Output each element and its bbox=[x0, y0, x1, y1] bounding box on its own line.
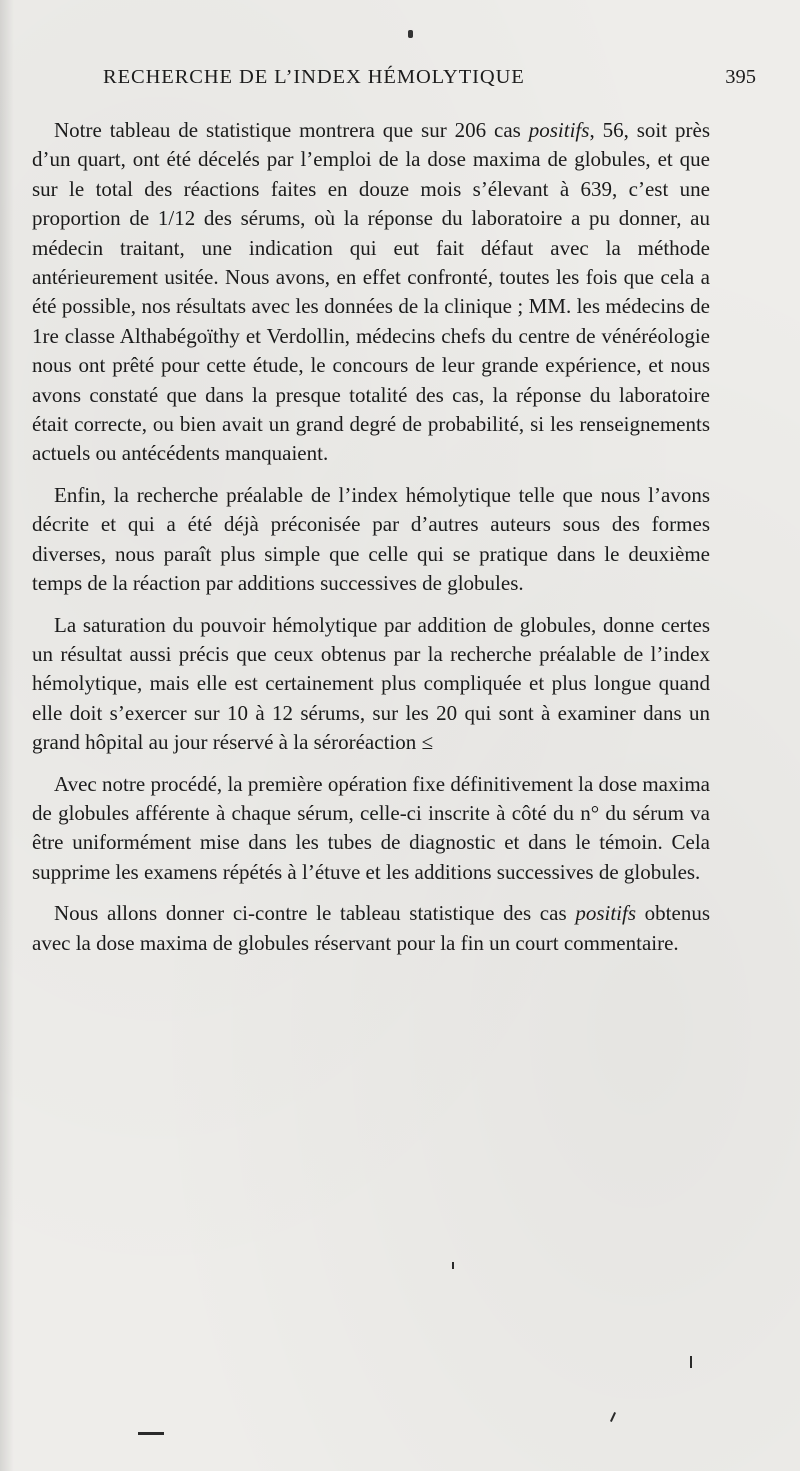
page-header bbox=[100, 66, 760, 96]
paragraph-2 bbox=[32, 481, 710, 599]
paragraph-1-text-a: Notre tableau de statistique montrera que sur 206 cas bbox=[54, 118, 529, 142]
page-gutter-shadow bbox=[0, 0, 14, 1471]
paragraph-5 bbox=[32, 899, 710, 958]
paragraph-1-italic-term: positifs bbox=[528, 118, 590, 142]
page-number: 395 bbox=[725, 66, 756, 88]
running-title: RECHERCHE DE L’INDEX HÉMOLYTIQUE bbox=[103, 66, 525, 88]
paragraph-3-text: La saturation du pouvoir hémolytique par addition de globules, donne certes un résultat aussi précis que ceux obtenus par la recherche préalable de l’index hémolytique, mais elle est certainement plus compliquée et plus longue quand elle doit s’exercer sur 10 à 12 sérums, sur les 20 qui sont à examiner dans un grand hôpital au jour réservé à la séroréaction ≤ bbox=[32, 612, 710, 755]
paragraph-5-text-b: obtenus avec la dose maxima de globules réservant pour la fin un court commentaire. bbox=[32, 901, 711, 955]
ink-speck bbox=[138, 1432, 164, 1435]
paragraph-4 bbox=[32, 770, 710, 888]
paragraph-2-text: Enfin, la recherche préalable de l’index hémolytique telle que nous l’avons décrite et qui a été déjà préconisée par d’autres auteurs sous des formes diverses, nous paraît plus simple que celle qui se pratique dans le deuxième temps de la réaction par additions successives de globules. bbox=[32, 482, 710, 596]
paragraph-4-text: Avec notre procédé, la première opération fixe définitivement la dose maxima de globules afférente à chaque sérum, celle-ci inscrite à côté du n° du sérum va être uniformément mise dans les tubes de diagnostic et dans le témoin. Cela supprime les examens répétés à l’étuve et les additions successives de globules. bbox=[32, 771, 710, 884]
paragraph-3 bbox=[32, 611, 710, 758]
ink-speck bbox=[610, 1412, 616, 1422]
ink-speck bbox=[452, 1262, 454, 1269]
body-text bbox=[32, 116, 710, 970]
paragraph-1 bbox=[32, 116, 710, 469]
paragraph-5-italic-term: positifs bbox=[575, 901, 636, 926]
paragraph-5-text-a: Nous allons donner ci-contre le tableau statistique des cas bbox=[54, 901, 576, 926]
paragraph-1-text-b: , 56, soit près d’un quart, ont été décelés par l’emploi de la dose maxima de globules, et que sur le total des réactions faites en douze mois s’élevant à 639, c’est une proportion de 1/12 des sérums, où la réponse du laboratoire a pu donner, au médecin traitant, une indication qui eut fait défaut avec la méthode antérieurement usitée. Nous avons, en effet confronté, toutes les fois que cela a été possible, nos résultats avec les données de la clinique ; MM. les médecins de 1re classe Althabégoïthy et Verdollin, médecins chefs du centre de vénéréologie nous ont prêté pour cette étude, le concours de leur grande expérience, et nous avons constaté que dans la presque totalité des cas, la réponse du laboratoire était correcte, ou bien avait un grand degré de probabilité, si les renseignements actuels ou antécédents manquaient. bbox=[32, 118, 711, 466]
print-mark bbox=[408, 30, 413, 38]
ink-speck bbox=[690, 1356, 692, 1368]
